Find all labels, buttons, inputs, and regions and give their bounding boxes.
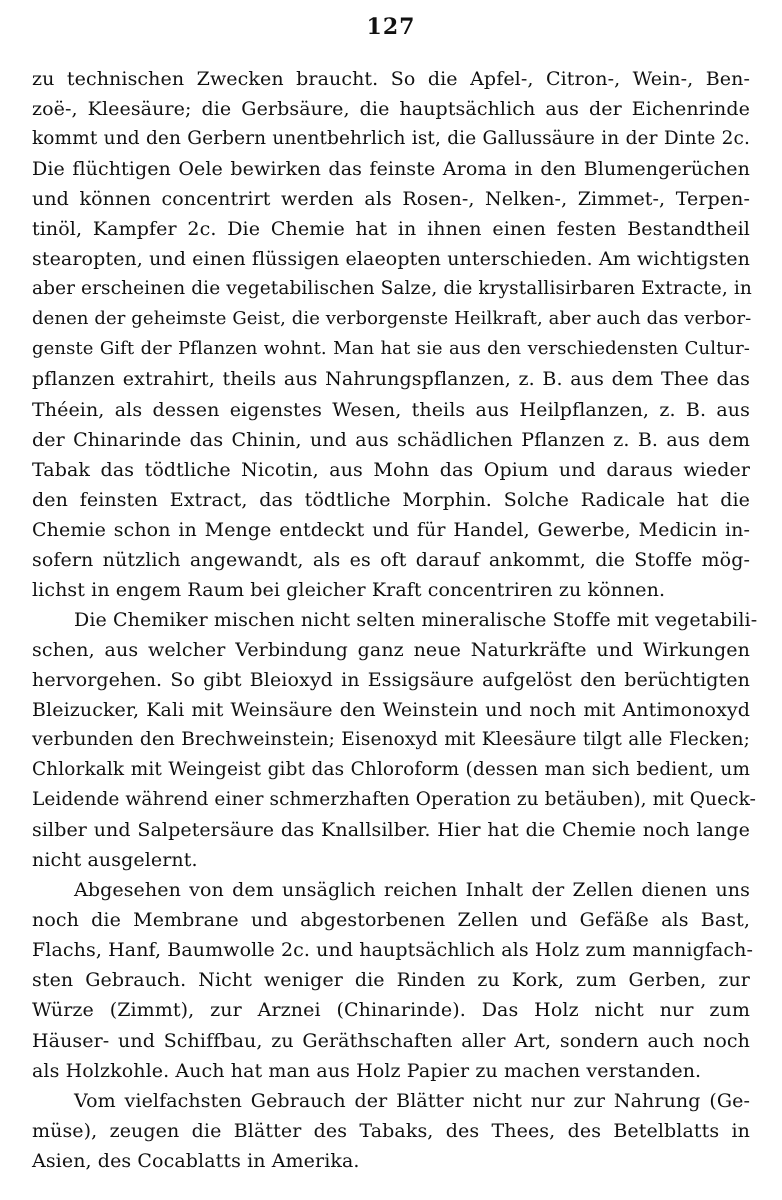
text-line: Chlorkalk mit Weingeist gibt das Chloroform (dessen man sich bedient, um [32, 759, 750, 781]
page-number: 127 [366, 14, 416, 40]
text-line: verbunden den Brechweinstein; Eisenoxyd mit Kleesäure tilgt alle Flecken; [32, 729, 750, 751]
text-line: zoë-, Kleesäure; die Gerbsäure, die hauptsächlich aus der Eichenrinde [32, 98, 750, 121]
text-line: der Chinarinde das Chinin, und aus schädlichen Pflanzen z. B. aus dem [32, 428, 750, 451]
text-line: Die Chemiker mischen nicht selten mineralische Stoffe mit vegetabili- [74, 608, 758, 631]
text-line: zu technischen Zwecken braucht. So die Apfel-, Citron-, Wein-, Ben- [32, 68, 750, 90]
text-line: als Holzkohle. Auch hat man aus Holz Papier zu machen verstanden. [32, 1059, 702, 1082]
text-line: Die flüchtigen Oele bewirken das feinste Aroma in den Blumengerüchen [32, 158, 750, 181]
text-line: nicht ausgelernt. [32, 849, 198, 872]
text-line: hervorgehen. So gibt Bleioxyd in Essigsäure aufgelöst den berüchtigten [32, 668, 750, 691]
text-line: genste Gift der Pflanzen wohnt. Man hat sie aus den verschiedensten Cultur- [32, 338, 750, 360]
text-line: Flachs, Hanf, Baumwolle 2c. und hauptsächlich als Holz zum mannigfach- [32, 939, 754, 962]
text-line: aber erscheinen die vegetabilischen Salze, die krystallisirbaren Extracte, in [32, 278, 752, 300]
text-line: sofern nützlich angewandt, als es oft darauf ankommt, die Stoffe mög- [32, 548, 750, 571]
text-line: stearopten, und einen flüssigen elaeopten unterschieden. Am wichtigsten [32, 248, 750, 271]
text-line: Würze (Zimmt), zur Arznei (Chinarinde). Das Holz nicht nur zum [32, 999, 750, 1022]
text-line: tinöl, Kampfer 2c. Die Chemie hat in ihnen einen festen Bestandtheil [32, 218, 750, 241]
text-line: müse), zeugen die Blätter des Tabaks, des Thees, des Betelblatts in [32, 1119, 750, 1142]
text-line: denen der geheimste Geist, die verborgenste Heilkraft, aber auch das verbor- [32, 308, 752, 330]
text-line: Chemie schon in Menge entdeckt und für Handel, Gewerbe, Medicin in- [32, 518, 750, 541]
text-line: Abgesehen von dem unsäglich reichen Inhalt der Zellen dienen uns [74, 879, 750, 902]
text-line: kommt und den Gerbern unentbehrlich ist, die Gallussäure in der Dinte 2c. [32, 128, 750, 150]
text-line: Häuser- und Schiffbau, zu Geräthschaften aller Art, sondern auch noch [32, 1029, 750, 1052]
text-line: sten Gebrauch. Nicht weniger die Rinden zu Kork, zum Gerben, zur [32, 969, 750, 992]
text-line: und können concentrirt werden als Rosen-, Nelken-, Zimmet-, Terpen- [32, 188, 750, 211]
text-line: den feinsten Extract, das tödtliche Morphin. Solche Radicale hat die [32, 488, 750, 511]
text-line: Tabak das tödtliche Nicotin, aus Mohn das Opium und daraus wieder [32, 458, 750, 481]
text-line: Bleizucker, Kali mit Weinsäure den Weinstein und noch mit Antimonoxyd [32, 698, 750, 721]
text-line: pflanzen extrahirt, theils aus Nahrungspflanzen, z. B. aus dem Thee das [32, 368, 750, 391]
text-line: lichst in engem Raum bei gleicher Kraft concentriren zu können. [32, 578, 666, 601]
text-line: noch die Membrane und abgestorbenen Zellen und Gefäße als Bast, [32, 909, 750, 932]
text-line: Théein, als dessen eigenstes Wesen, theils aus Heilpflanzen, z. B. aus [32, 398, 750, 421]
text-line: Asien, des Cocablatts in Amerika. [32, 1149, 360, 1172]
text-line: Vom vielfachsten Gebrauch der Blätter nicht nur zur Nahrung (Ge- [74, 1089, 750, 1112]
text-line: Leidende während einer schmerzhaften Operation zu betäuben), mit Queck- [32, 789, 756, 811]
text-line: silber und Salpetersäure das Knallsilber. Hier hat die Chemie noch lange [32, 819, 750, 842]
text-line: schen, aus welcher Verbindung ganz neue Naturkräfte und Wirkungen [32, 638, 750, 661]
body-text [32, 64, 758, 1176]
